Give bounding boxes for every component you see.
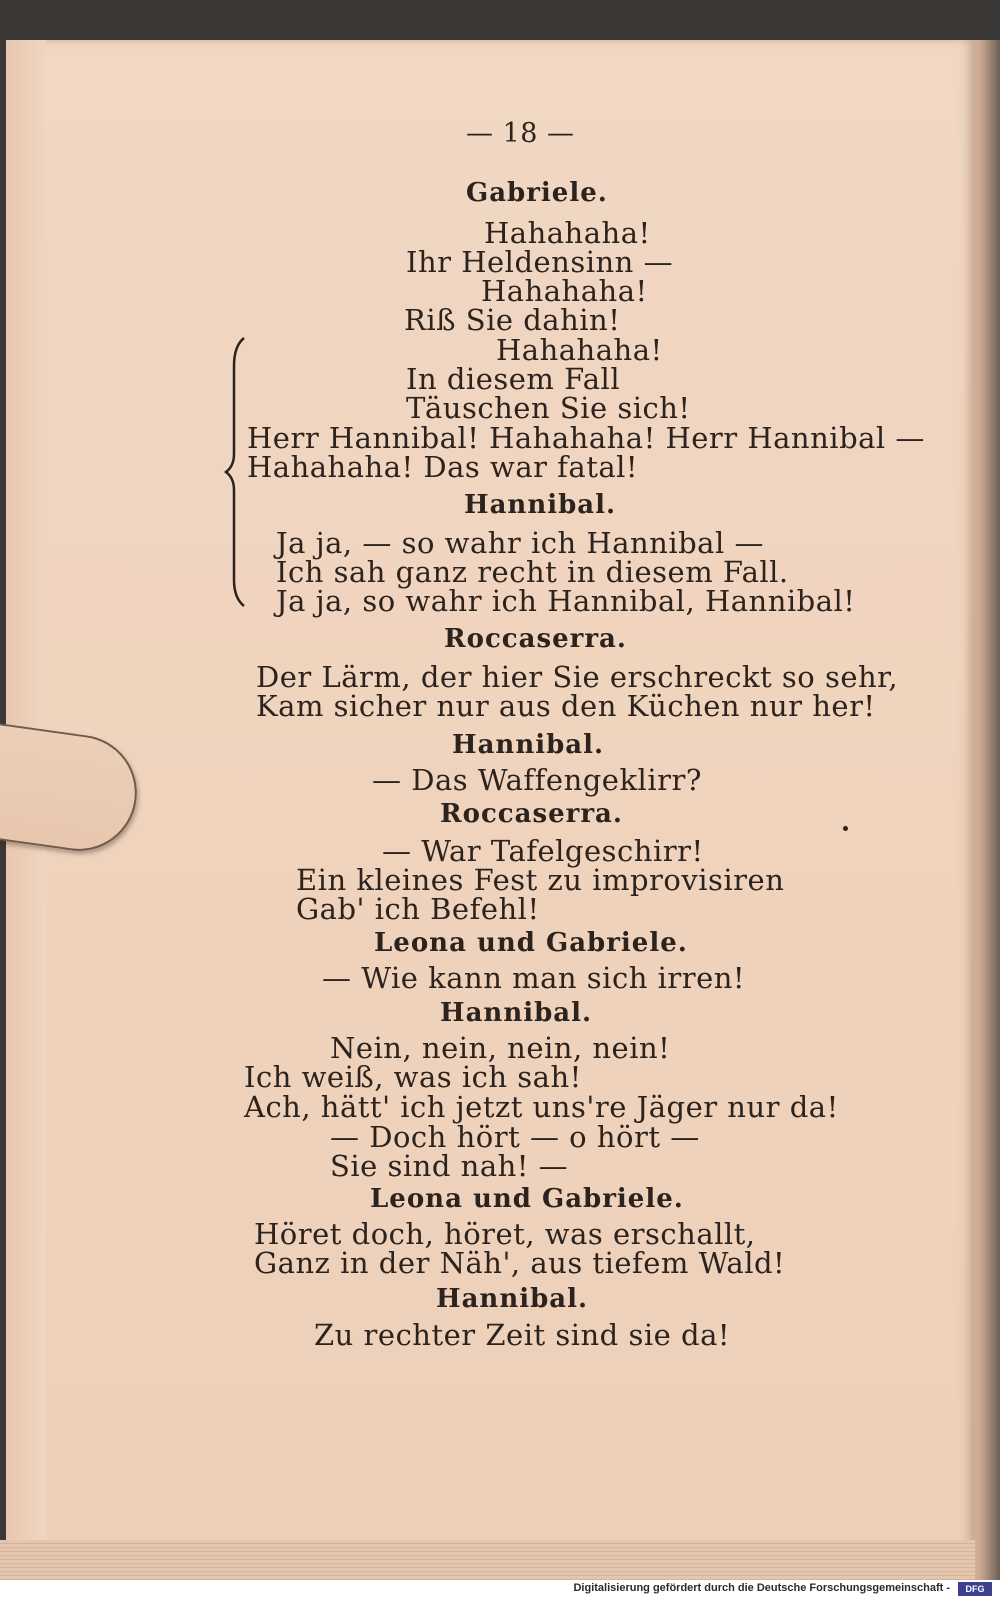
verse-line: Hahahaha! xyxy=(481,274,648,308)
verse-line: Ja ja, — so wahr ich Hannibal — xyxy=(276,526,764,560)
digitization-credit: Digitalisierung gefördert durch die Deutsche Forschungsgemeinschaft - xyxy=(573,1582,950,1594)
verse-line: Ihr Heldensinn — xyxy=(406,245,674,279)
verse-line: Ich weiß, was ich sah! xyxy=(244,1060,582,1094)
speaker-hannibal: Hannibal. xyxy=(464,490,617,520)
verse-line: Ganz in der Näh', aus tiefem Wald! xyxy=(254,1246,786,1280)
verse-line: Zu rechter Zeit sind sie da! xyxy=(314,1318,731,1352)
verse-line: Höret doch, höret, was erschallt, xyxy=(254,1217,756,1251)
ink-speck xyxy=(843,826,848,831)
verse-line: Ja ja, so wahr ich Hannibal, Hannibal! xyxy=(276,584,856,618)
verse-line: Nein, nein, nein, nein! xyxy=(330,1031,671,1065)
verse-line: — Das Waffengeklirr? xyxy=(372,763,702,797)
verse-line: Ich sah ganz recht in diesem Fall. xyxy=(276,555,789,589)
verse-line: — Wie kann man sich irren! xyxy=(322,961,746,995)
speaker-gabriele: Gabriele. xyxy=(466,178,608,208)
speaker-leona-gabriele: Leona und Gabriele. xyxy=(374,928,688,958)
verse-line: Gab' ich Befehl! xyxy=(296,892,540,926)
verse-line: Täuschen Sie sich! xyxy=(406,391,691,425)
verse-line: Ach, hätt' ich jetzt uns're Jäger nur da! xyxy=(244,1090,839,1124)
verse-line: Der Lärm, der hier Sie erschreckt so sehr, xyxy=(256,660,899,694)
verse-line: — Doch hört — o hört — xyxy=(330,1120,700,1154)
page-number: — 18 — xyxy=(466,118,575,149)
verse-line: Hahahaha! xyxy=(484,216,651,250)
dfg-logo-icon: DFG xyxy=(958,1582,992,1596)
speaker-hannibal: Hannibal. xyxy=(436,1284,589,1314)
page-stack-edge xyxy=(0,1540,975,1580)
speaker-roccaserra: Roccaserra. xyxy=(444,624,627,654)
verse-line: — War Tafelgeschirr! xyxy=(382,834,704,868)
verse-line: Sie sind nah! — xyxy=(330,1149,569,1183)
speaker-leona-gabriele: Leona und Gabriele. xyxy=(370,1184,684,1214)
verse-line: Hahahaha! Das war fatal! xyxy=(247,450,639,484)
speaker-hannibal: Hannibal. xyxy=(440,998,593,1028)
verse-line: In diesem Fall xyxy=(406,362,621,396)
verse-line: Riß Sie dahin! xyxy=(404,303,621,337)
verse-line: Herr Hannibal! Hahahaha! Herr Hannibal — xyxy=(247,421,925,455)
speaker-roccaserra: Roccaserra. xyxy=(440,799,623,829)
curly-brace xyxy=(222,336,252,608)
verse-line: Ein kleines Fest zu improvisiren xyxy=(296,863,785,897)
verse-line: Hahahaha! xyxy=(496,333,663,367)
verse-line: Kam sicher nur aus den Küchen nur her! xyxy=(256,689,876,723)
speaker-hannibal: Hannibal. xyxy=(452,730,605,760)
